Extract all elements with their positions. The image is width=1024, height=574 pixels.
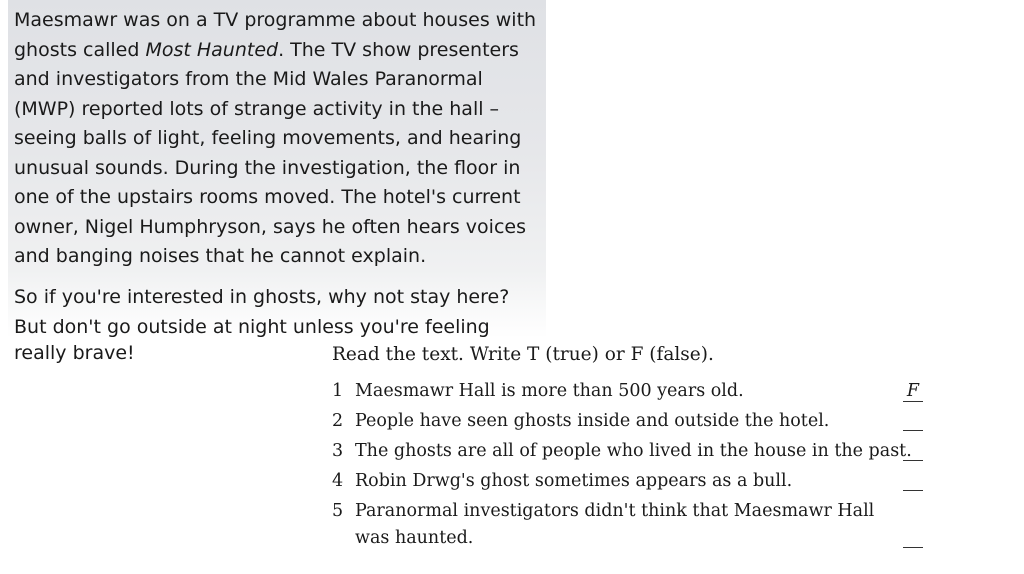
passage-text-fragment: . The TV show presenters [278, 38, 519, 61]
passage-text-fragment: ghosts called [14, 38, 146, 61]
answer-field[interactable] [902, 527, 924, 554]
passage-line [14, 36, 536, 66]
question-text: People have seen ghosts inside and outside the hotel. [355, 411, 830, 431]
passage-line: owner, Nigel Humphryson, says he often hears voices [14, 215, 526, 238]
answer-blank [903, 527, 923, 548]
answer-field[interactable] [902, 380, 924, 402]
question-text: The ghosts are all of people who lived in the house in the past. [355, 441, 912, 461]
answer-blank [903, 470, 923, 491]
passage-line: and investigators from the Mid Wales Paranormal [14, 68, 483, 90]
passage-line: (MWP) reported lots of strange activity in the hall – [14, 97, 500, 120]
exercise-instruction: Read the text. Write T (true) or F (false). [332, 344, 714, 365]
passage-line: and banging noises that he cannot explain. [14, 245, 427, 267]
show-title: Most Haunted [145, 38, 279, 61]
passage-line: So if you're interested in ghosts, why not stay here? [14, 286, 510, 308]
answer-field[interactable] [902, 440, 924, 467]
passage-line: really brave! [14, 342, 135, 364]
passage-line: But don't go outside at night unless you're feeling [14, 315, 490, 338]
question-number: 1 [332, 381, 344, 401]
passage-line: Maesmawr was on a TV programme about houses with [14, 9, 537, 31]
question-text: Paranormal investigators didn't think that Maesmawr Hall [355, 501, 875, 521]
passage-line: unusual sounds. During the investigation, the floor in [14, 156, 521, 179]
passage-paragraph-2-end [14, 339, 135, 369]
passage-line: seeing balls of light, feeling movements, and hearing [14, 127, 522, 149]
answer-field[interactable] [902, 410, 924, 437]
reading-passage [8, 0, 546, 338]
true-false-exercise [332, 340, 972, 548]
question-text: Maesmawr Hall is more than 500 years old. [355, 381, 744, 401]
passage-line: one of the upstairs rooms moved. The hotel's current [14, 186, 521, 208]
answer-value: F [903, 381, 923, 402]
question-text-continued: was haunted. [355, 528, 474, 548]
question-number: 5 [332, 501, 344, 521]
answer-field[interactable] [902, 470, 924, 497]
question-number: 4 [332, 471, 344, 491]
question-number: 3 [332, 441, 344, 461]
question-text: Robin Drwg's ghost sometimes appears as a bull. [355, 471, 793, 491]
answer-blank [903, 410, 923, 431]
answer-blank [903, 440, 923, 461]
passage-paragraph-1 [14, 6, 536, 272]
question-item [332, 498, 932, 552]
question-number: 2 [332, 411, 344, 431]
passage-paragraph-2 [14, 283, 509, 338]
